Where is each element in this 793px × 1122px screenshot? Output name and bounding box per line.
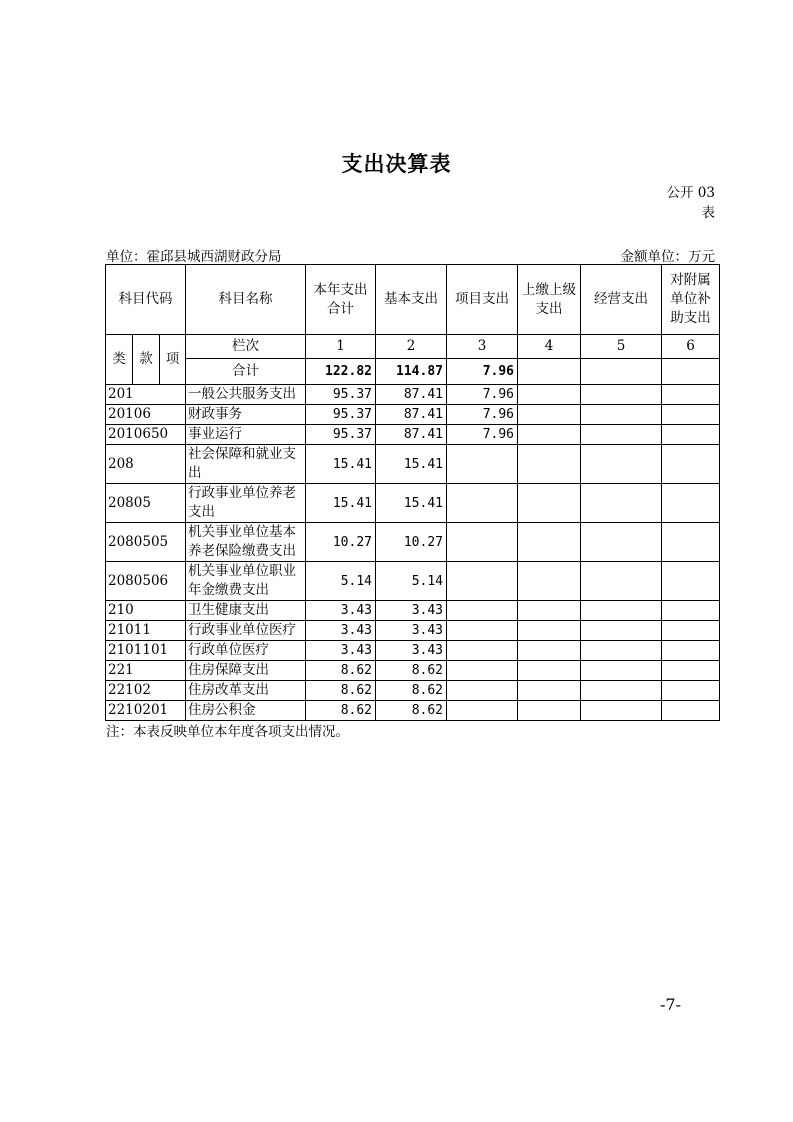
row-basic: 87.41 xyxy=(376,425,447,445)
row-upper xyxy=(518,445,581,484)
row-name: 住房公积金 xyxy=(186,701,306,721)
row-name: 行政事业单位养老支出 xyxy=(186,484,306,523)
row-total: 8.62 xyxy=(306,701,376,721)
row-basic: 5.14 xyxy=(376,562,447,601)
table-row xyxy=(106,661,720,681)
row-project xyxy=(447,445,518,484)
row-total: 3.43 xyxy=(306,621,376,641)
header-total: 本年支出合计 xyxy=(306,265,376,335)
row-project xyxy=(447,562,518,601)
row-total: 5.14 xyxy=(306,562,376,601)
row-subsidy xyxy=(662,484,720,523)
row-subsidy xyxy=(662,621,720,641)
row-total: 95.37 xyxy=(306,405,376,425)
row-business xyxy=(581,601,662,621)
row-upper xyxy=(518,385,581,405)
expenditure-table xyxy=(105,264,720,721)
form-number-line2: 表 xyxy=(701,205,715,221)
row-basic: 8.62 xyxy=(376,701,447,721)
table-row xyxy=(106,681,720,701)
row-total: 15.41 xyxy=(306,445,376,484)
row-basic: 10.27 xyxy=(376,523,447,562)
row-subsidy xyxy=(662,523,720,562)
row-project xyxy=(447,701,518,721)
unit-label: 单位：霍邱县城西湖财政分局 xyxy=(106,249,282,265)
header-xiang: 项 xyxy=(160,335,186,385)
row-name: 住房改革支出 xyxy=(186,681,306,701)
table-row xyxy=(106,484,720,523)
row-subsidy xyxy=(662,445,720,484)
row-project xyxy=(447,484,518,523)
row-business xyxy=(581,523,662,562)
row-code: 20805 xyxy=(106,484,186,523)
row-business xyxy=(581,681,662,701)
row-code: 210 xyxy=(106,601,186,621)
row-subsidy xyxy=(662,701,720,721)
header-kuan: 款 xyxy=(133,335,160,385)
row-code: 20106 xyxy=(106,405,186,425)
header-business: 经营支出 xyxy=(581,265,662,335)
row-total: 8.62 xyxy=(306,661,376,681)
form-number xyxy=(667,183,715,223)
row-code: 2080506 xyxy=(106,562,186,601)
row-subsidy xyxy=(662,405,720,425)
row-project: 7.96 xyxy=(447,405,518,425)
row-name: 住房保障支出 xyxy=(186,661,306,681)
column-number-4: 4 xyxy=(518,335,581,359)
row-name: 社会保障和就业支出 xyxy=(186,445,306,484)
row-basic: 87.41 xyxy=(376,385,447,405)
column-number-5: 5 xyxy=(581,335,662,359)
table-row xyxy=(106,562,720,601)
table-row xyxy=(106,621,720,641)
row-basic: 3.43 xyxy=(376,601,447,621)
column-number-6: 6 xyxy=(662,335,720,359)
table-row xyxy=(106,641,720,661)
table-row xyxy=(106,445,720,484)
row-project xyxy=(447,601,518,621)
row-upper xyxy=(518,601,581,621)
header-row xyxy=(106,265,720,335)
table-row xyxy=(106,701,720,721)
header-lanci: 栏次 xyxy=(186,335,306,359)
row-business xyxy=(581,701,662,721)
row-project xyxy=(447,661,518,681)
row-business xyxy=(581,484,662,523)
column-number-row xyxy=(106,335,720,359)
footnote: 注：本表反映单位本年度各项支出情况。 xyxy=(106,724,349,740)
row-name: 机关事业单位基本养老保险缴费支出 xyxy=(186,523,306,562)
row-basic: 3.43 xyxy=(376,641,447,661)
row-name: 行政单位医疗 xyxy=(186,641,306,661)
row-name: 机关事业单位职业年金缴费支出 xyxy=(186,562,306,601)
total-label: 合计 xyxy=(186,359,306,385)
row-total: 10.27 xyxy=(306,523,376,562)
row-total: 3.43 xyxy=(306,641,376,661)
row-project xyxy=(447,641,518,661)
row-subsidy xyxy=(662,385,720,405)
row-upper xyxy=(518,425,581,445)
header-lei: 类 xyxy=(106,335,133,385)
row-code: 2010650 xyxy=(106,425,186,445)
total-row xyxy=(106,359,720,385)
row-project: 7.96 xyxy=(447,385,518,405)
row-business xyxy=(581,425,662,445)
header-code: 科目代码 xyxy=(106,265,186,335)
row-code: 22102 xyxy=(106,681,186,701)
row-total: 15.41 xyxy=(306,484,376,523)
row-business xyxy=(581,621,662,641)
header-project: 项目支出 xyxy=(447,265,518,335)
row-code: 2210201 xyxy=(106,701,186,721)
column-number-1: 1 xyxy=(306,335,376,359)
row-business xyxy=(581,385,662,405)
row-name: 财政事务 xyxy=(186,405,306,425)
row-total: 8.62 xyxy=(306,681,376,701)
row-basic: 8.62 xyxy=(376,681,447,701)
row-subsidy xyxy=(662,601,720,621)
row-basic: 87.41 xyxy=(376,405,447,425)
row-upper xyxy=(518,562,581,601)
total-project: 7.96 xyxy=(447,359,518,385)
column-number-2: 2 xyxy=(376,335,447,359)
header-upper: 上缴上级支出 xyxy=(518,265,581,335)
row-business xyxy=(581,661,662,681)
row-business xyxy=(581,445,662,484)
row-upper xyxy=(518,621,581,641)
row-code: 221 xyxy=(106,661,186,681)
row-subsidy xyxy=(662,661,720,681)
row-basic: 8.62 xyxy=(376,661,447,681)
row-business xyxy=(581,562,662,601)
row-subsidy xyxy=(662,562,720,601)
row-project xyxy=(447,523,518,562)
row-basic: 15.41 xyxy=(376,445,447,484)
row-code: 2080505 xyxy=(106,523,186,562)
row-basic: 3.43 xyxy=(376,621,447,641)
table-row xyxy=(106,601,720,621)
row-upper xyxy=(518,701,581,721)
row-total: 95.37 xyxy=(306,385,376,405)
header-subsidy: 对附属单位补助支出 xyxy=(662,265,720,335)
row-upper xyxy=(518,681,581,701)
total-basic: 114.87 xyxy=(376,359,447,385)
row-upper xyxy=(518,405,581,425)
header-basic: 基本支出 xyxy=(376,265,447,335)
page-number: -7- xyxy=(660,995,681,1014)
total-total: 122.82 xyxy=(306,359,376,385)
row-upper xyxy=(518,523,581,562)
row-upper xyxy=(518,641,581,661)
column-number-3: 3 xyxy=(447,335,518,359)
table-row xyxy=(106,425,720,445)
row-project xyxy=(447,621,518,641)
row-code: 21011 xyxy=(106,621,186,641)
row-subsidy xyxy=(662,641,720,661)
row-upper xyxy=(518,484,581,523)
row-subsidy xyxy=(662,681,720,701)
row-name: 行政事业单位医疗 xyxy=(186,621,306,641)
table-row xyxy=(106,523,720,562)
row-code: 2101101 xyxy=(106,641,186,661)
row-total: 3.43 xyxy=(306,601,376,621)
table-row xyxy=(106,405,720,425)
page-title: 支出决算表 xyxy=(341,152,452,176)
form-number-line1: 公开 03 xyxy=(666,185,715,201)
row-project xyxy=(447,681,518,701)
row-project: 7.96 xyxy=(447,425,518,445)
row-basic: 15.41 xyxy=(376,484,447,523)
row-name: 一般公共服务支出 xyxy=(186,385,306,405)
row-code: 208 xyxy=(106,445,186,484)
table-row xyxy=(106,385,720,405)
amount-unit-label: 金额单位：万元 xyxy=(620,249,715,265)
header-name: 科目名称 xyxy=(186,265,306,335)
row-upper xyxy=(518,661,581,681)
row-name: 卫生健康支出 xyxy=(186,601,306,621)
row-total: 95.37 xyxy=(306,425,376,445)
row-business xyxy=(581,405,662,425)
row-code: 201 xyxy=(106,385,186,405)
row-business xyxy=(581,641,662,661)
row-name: 事业运行 xyxy=(186,425,306,445)
row-subsidy xyxy=(662,425,720,445)
